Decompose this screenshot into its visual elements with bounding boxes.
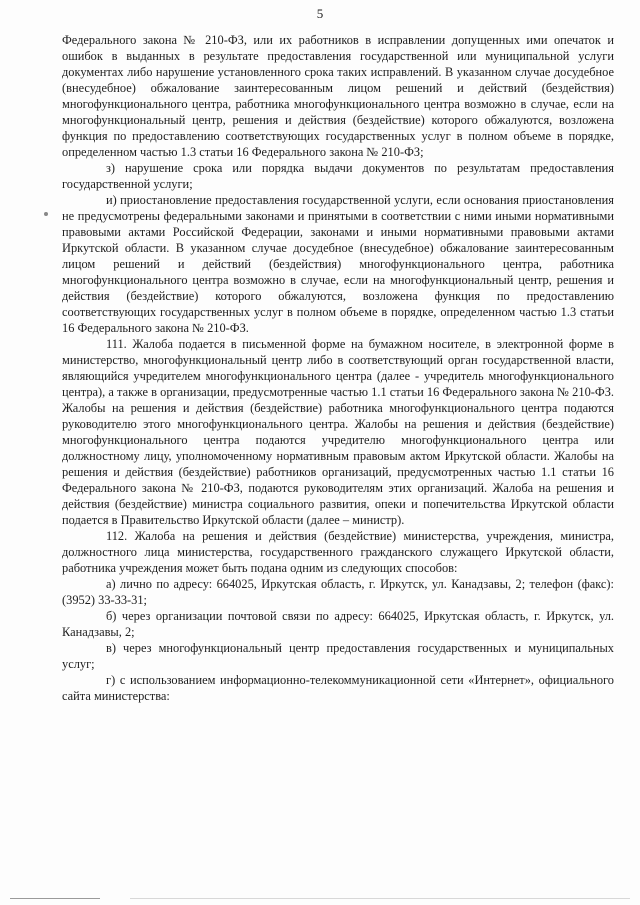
paragraph-item-a: а) лично по адресу: 664025, Иркутская область, г. Иркутск, ул. Канадзавы, 2; телефон (факс): (3952) 33-33-31; xyxy=(62,577,614,607)
paragraph-item-g: г) с использованием информационно-телекоммуникационной сети «Интернет», официального сайта министерства: xyxy=(62,673,614,703)
paragraph-continuation: Федерального закона № 210-ФЗ, или их работников в исправлении допущенных ими опечаток и ошибок в выданных в результате предоставления государственной или муниципальной услуги документах либо нарушение установленного срока таких исправлений. В указанном случае досудебное (внесудебное) обжалование заинтересованным лицом решений и действий (бездействия) многофункционального центра, работника многофункционального центра возможно в случае, если на многофункциональный центр, решения и действия (бездействие) которого обжалуются, возложена функция по предоставлению соответствующих государственных услуг в полном объеме в порядке, определенном частью 1.3 статьи 16 Федерального закона № 210-ФЗ; xyxy=(62,33,614,159)
page-number: 5 xyxy=(316,6,324,21)
paragraph-item-b: б) через организации почтовой связи по адресу: 664025, Иркутская область, г. Иркутск, ул. Канадзавы, 2; xyxy=(62,609,614,639)
scan-edge-dash xyxy=(130,898,630,899)
scan-margin-dot xyxy=(44,212,48,216)
scan-edge-dash xyxy=(10,898,100,899)
scan-bottom-edge xyxy=(0,893,640,905)
paragraph-clause-111: 111. Жалоба подается в письменной форме на бумажном носителе, в электронной форме в министерство, многофункциональный центр либо в соответствующий орган государственной власти, являющийся учредителем многофункционального центра (далее - учредитель многофункционального центра), а также в организации, предусмотренные частью 1.1 статьи 16 Федерального закона № 210-ФЗ. Жалобы на решения и действия (бездействие) работника многофункционального центра подаются руководителю этого многофункционального центра. Жалобы на решения и действия (бездействие) многофункционального центра подаются учредителю многофункционального центра или должностному лицу, уполномоченному нормативным правовым актом Иркутской области. Жалобы на решения и действия (бездействие) работников организаций, предусмотренных частью 1.1 статьи 16 Федерального закона № 210-ФЗ, подаются руководителям этих организаций. Жалоба на решения и действия (бездействие) министра социального развития, опеки и попечительства Иркутской области подается в Правительство Иркутской области (далее – министр). xyxy=(62,337,614,527)
paragraph-item-i: и) приостановление предоставления государственной услуги, если основания приостановления не предусмотрены федеральными законами и принятыми в соответствии с ними иными нормативными правовыми актами Российской Федерации, законами и иными нормативными правовыми актами Иркутской области. В указанном случае досудебное (внесудебное) обжалование заинтересованным лицом решений и действий (бездействия) многофункционального центра, работника многофункционального центра возможно в случае, если на многофункциональный центр, решения и действия (бездействие) которого обжалуются, возложена функция по предоставлению соответствующих государственных услуг в полном объеме в порядке, определенном частью 1.3 статьи 16 Федерального закона № 210-ФЗ. xyxy=(62,193,614,335)
paragraph-clause-112: 112. Жалоба на решения и действия (бездействие) министерства, учреждения, министра, должностного лица министерства, государственного гражданского служащего Иркутской области, работника учреждения может быть подана одним из следующих способов: xyxy=(62,529,614,575)
paragraph-item-v: в) через многофункциональный центр предоставления государственных и муниципальных услуг; xyxy=(62,641,614,671)
document-body xyxy=(62,32,614,704)
paragraph-item-z: з) нарушение срока или порядка выдачи документов по результатам предоставления государственной услуги; xyxy=(62,161,614,191)
